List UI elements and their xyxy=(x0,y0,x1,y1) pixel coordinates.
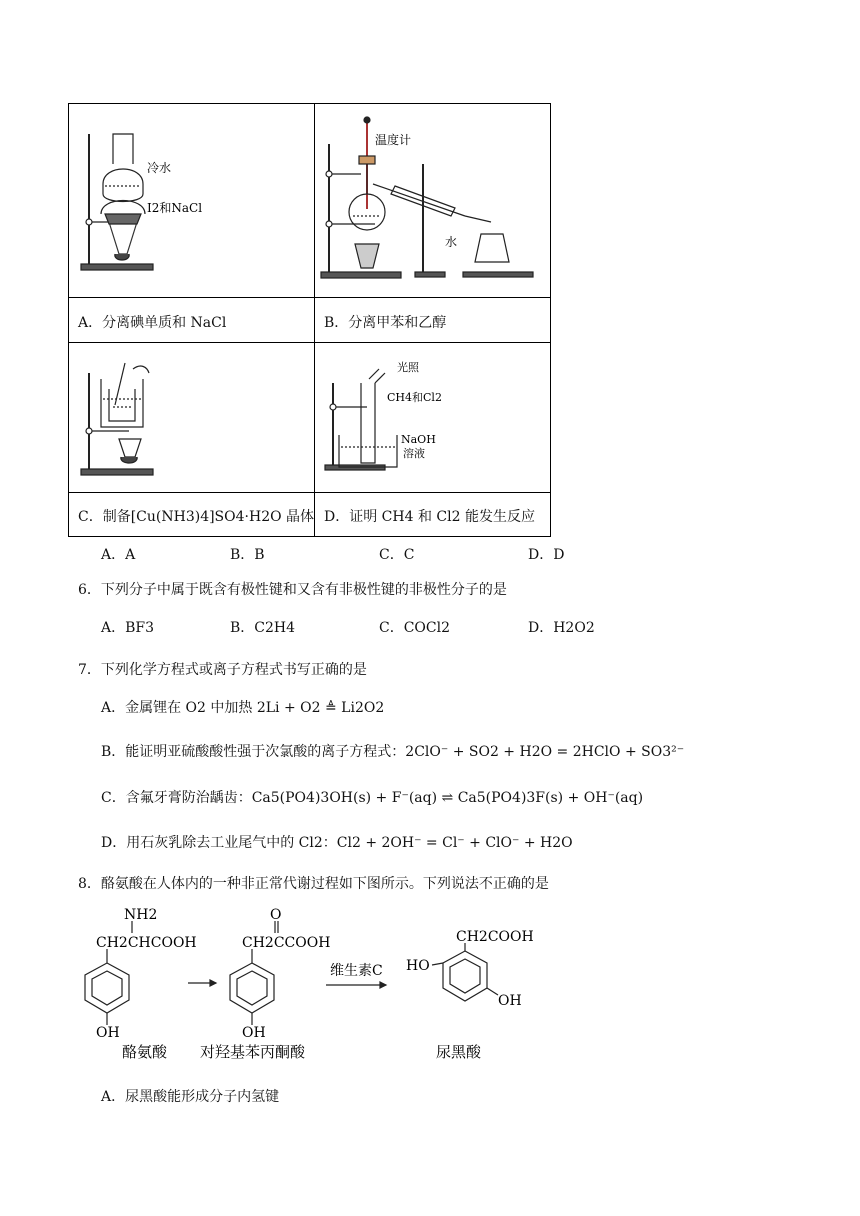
light-label: 光照 xyxy=(397,361,419,374)
name-keto-acid: 对羟基苯丙酮酸 xyxy=(200,1043,306,1061)
q5-option-b[interactable]: B．B xyxy=(230,547,265,563)
table-divider xyxy=(69,297,550,298)
keto-oh-label: OH xyxy=(242,1025,266,1041)
q6-option-b[interactable]: B．C2H4 xyxy=(230,620,296,636)
q7-option-c[interactable]: C．含氟牙膏防治龋齿：Ca5(PO4)3OH(s) + F⁻(aq) ⇌ Ca5(PO4)3F(s) + OH⁻(aq) xyxy=(101,790,644,806)
keto-oxygen-label: O xyxy=(270,907,282,923)
q7-option-a[interactable]: A．金属锂在 O2 中加热 2Li + O2 ≜ Li2O2 xyxy=(101,700,385,716)
vitamin-c-label: 维生素C xyxy=(330,963,383,979)
q6-option-d[interactable]: D．H2O2 xyxy=(528,620,595,636)
q7-option-d[interactable]: D．用石灰乳除去工业尾气中的 Cl2：Cl2 + 2OH⁻ = Cl⁻ + ClO⁻ + H2O xyxy=(101,835,573,851)
q5-option-c[interactable]: C．C xyxy=(379,547,415,563)
naoh-label: NaOH xyxy=(401,433,436,446)
name-homogentisic-acid: 尿黑酸 xyxy=(436,1043,482,1061)
tyrosine-metabolism-scheme xyxy=(70,905,540,1065)
q5-option-a[interactable]: A．A xyxy=(101,547,136,563)
methane-chlorine-label: CH4和Cl2 xyxy=(387,391,442,404)
q7-option-b[interactable]: B．能证明亚硫酸酸性强于次氯酸的离子方程式：2ClO⁻ + SO2 + H2O = 2HClO + SO3²⁻ xyxy=(101,744,685,760)
q8-stem: 8．酪氨酸在人体内的一种非正常代谢过程如下图所示。下列说法不正确的是 xyxy=(78,876,549,892)
q6-option-a[interactable]: A．BF3 xyxy=(101,620,155,636)
hga-ho-label: HO xyxy=(406,958,430,974)
distillation-apparatus-figure xyxy=(315,104,550,297)
table-divider xyxy=(69,492,550,493)
thermometer-label: 温度计 xyxy=(375,133,412,147)
iodine-nacl-label: I2和NaCl xyxy=(147,201,203,215)
cold-water-label: 冷水 xyxy=(147,161,172,175)
name-tyrosine: 酪氨酸 xyxy=(122,1043,168,1061)
q8-option-a[interactable]: A．尿黑酸能形成分子内氢键 xyxy=(101,1089,280,1105)
keto-chain-label: CH2CCOOH xyxy=(242,935,331,951)
q6-stem: 6．下列分子中属于既含有极性键和又含有非极性键的非极性分子的是 xyxy=(78,582,507,598)
caption-d: D．证明 CH4 和 Cl2 能发生反应 xyxy=(324,509,535,525)
amino-group-label: NH2 xyxy=(124,907,158,923)
tyrosine-chain-label: CH2CHCOOH xyxy=(96,935,197,951)
apparatus-table xyxy=(68,103,551,537)
tyrosine-oh-label: OH xyxy=(96,1025,120,1041)
hga-oh-label: OH xyxy=(498,993,522,1009)
substitution-reaction-figure xyxy=(315,343,550,492)
caption-b: B．分离甲苯和乙醇 xyxy=(324,315,447,331)
q5-option-d[interactable]: D．D xyxy=(528,547,565,563)
sublimation-apparatus-figure xyxy=(69,104,314,297)
water-label: 水 xyxy=(445,235,458,249)
caption-a: A．分离碘单质和 NaCl xyxy=(78,315,227,331)
hga-chain-label: CH2COOH xyxy=(456,929,534,945)
caption-c: C．制备[Cu(NH3)4]SO4·H2O 晶体 xyxy=(78,509,315,525)
solution-label: 溶液 xyxy=(403,447,425,460)
q7-stem: 7．下列化学方程式或离子方程式书写正确的是 xyxy=(78,662,367,678)
crystallization-apparatus-figure xyxy=(69,343,314,492)
q6-option-c[interactable]: C．COCl2 xyxy=(379,620,450,636)
